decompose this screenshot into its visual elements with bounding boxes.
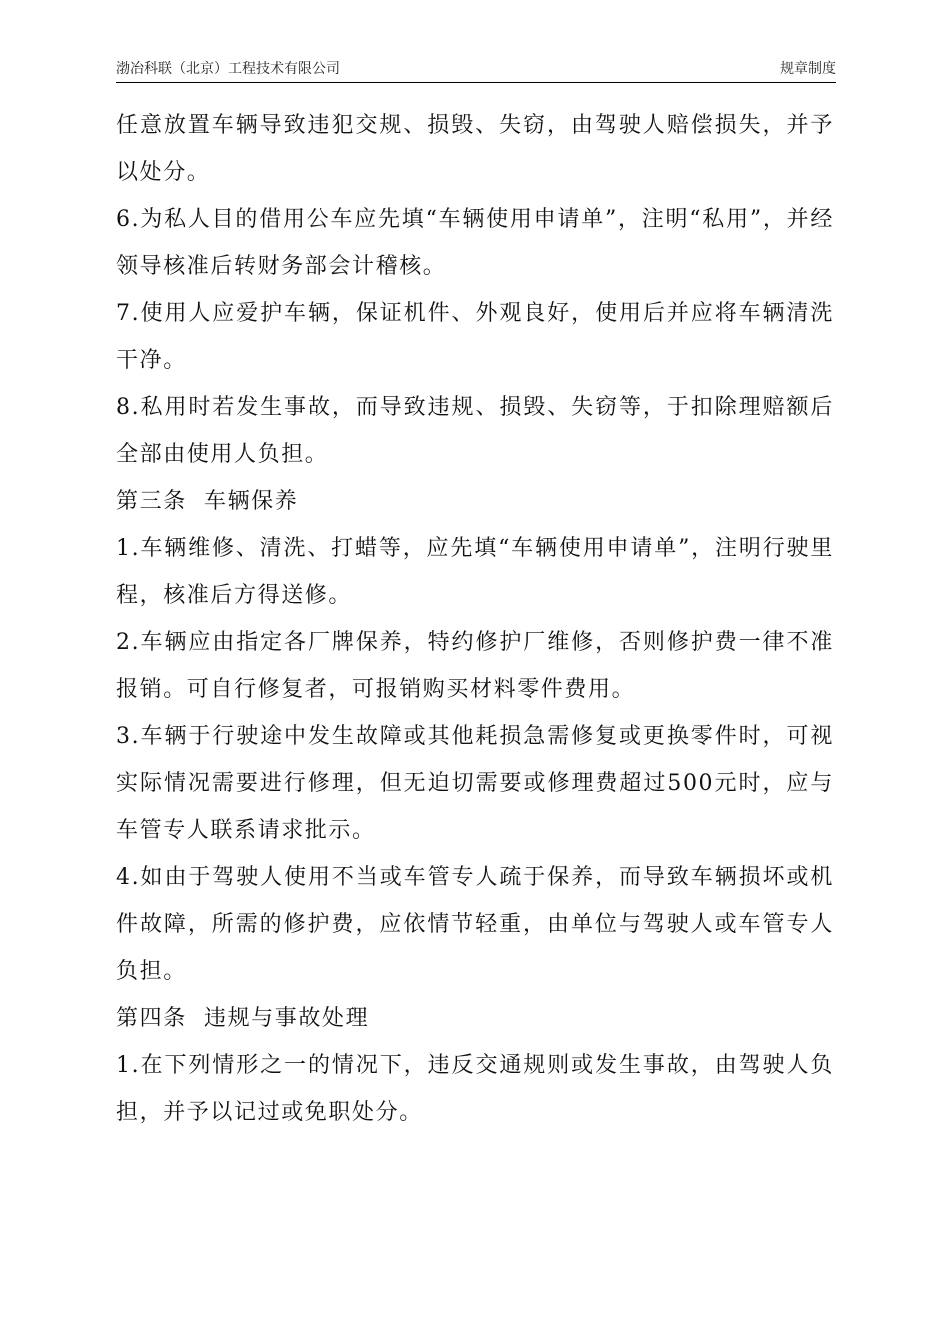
article-3-item-4: 4.如由于驾驶人使用不当或车管专人疏于保养，而导致车辆损坏或机件故障，所需的修护费，应依情节轻重，由单位与驾驶人或车管专人负担。 — [116, 865, 834, 984]
paragraph-item-7: 7.使用人应爱护车辆，保证机件、外观良好，使用后并应将车辆清洗干净。 — [116, 301, 834, 373]
paragraph-item-8: 8.私用时若发生事故，而导致违规、损毁、失窃等，于扣除理赔额后全部由使用人负担。 — [116, 395, 834, 467]
article-3-item-2: 2.车辆应由指定各厂牌保养，特约修护厂维修，否则修护费一律不准报销。可自行修复者，可报销购买材料零件费用。 — [116, 630, 834, 702]
header-section-title: 规章制度 — [780, 61, 836, 77]
article-3-item-1: 1.车辆维修、清洗、打蜡等，应先填“车辆使用申请单”，注明行驶里程，核准后方得送修。 — [116, 536, 834, 608]
header-company-name: 渤冶科联（北京）工程技术有限公司 — [116, 61, 340, 77]
article-3-heading: 第三条 车辆保养 — [116, 489, 299, 514]
page-header — [116, 58, 836, 83]
article-3-item-3: 3.车辆于行驶途中发生故障或其他耗损急需修复或更换零件时，可视实际情况需要进行修理，但无迫切需要或修理费超过500元时，应与车管专人联系请求批示。 — [116, 724, 834, 843]
paragraph-continuation: 任意放置车辆导致违犯交规、损毁、失窃，由驾驶人赔偿损失，并予以处分。 — [116, 113, 834, 185]
article-4-item-1: 1.在下列情形之一的情况下，违反交通规则或发生事故，由驾驶人负担，并予以记过或免职处分。 — [116, 1053, 834, 1125]
document-body — [116, 102, 834, 1136]
paragraph-item-6: 6.为私人目的借用公车应先填“车辆使用申请单”，注明“私用”，并经领导核准后转财务部会计稽核。 — [116, 207, 834, 279]
article-4-heading: 第四条 违规与事故处理 — [116, 1006, 370, 1031]
